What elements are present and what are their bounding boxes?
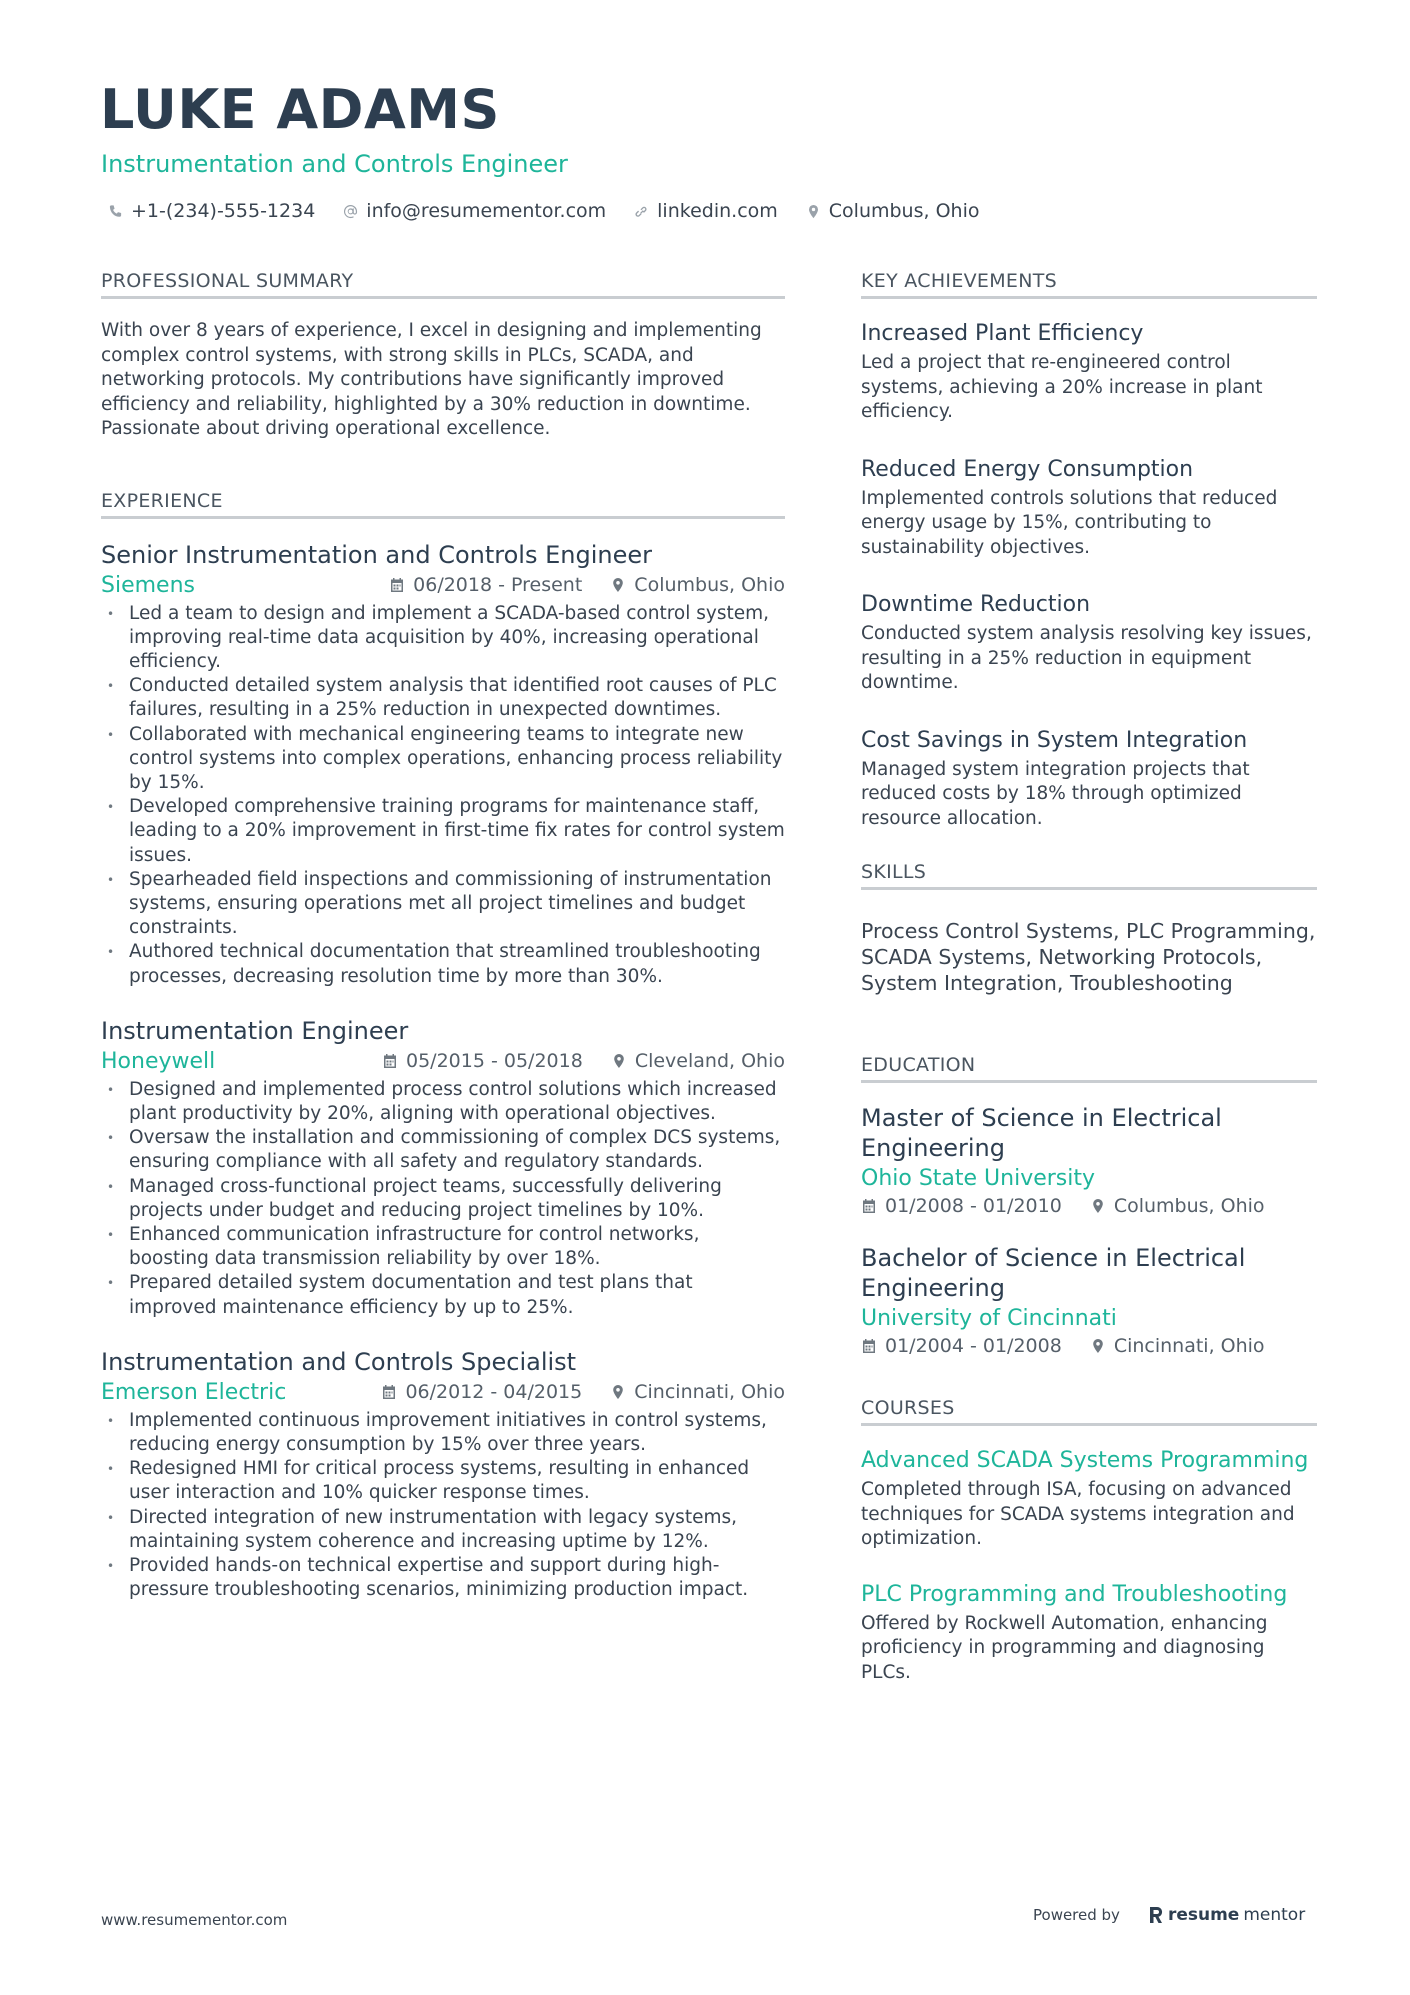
- location-icon: [610, 577, 626, 593]
- candidate-name: LUKE ADAMS: [100, 78, 500, 141]
- course-item: [861, 1580, 1317, 1686]
- list-item: • Authored technical documentation that streamlined troubleshooting processes, decreasing resolution time by more than 30%.: [101, 940, 785, 988]
- education-degree: Bachelor of Science in Electrical Engineering: [861, 1244, 1246, 1302]
- achievement-title: Cost Savings in System Integration: [861, 727, 1248, 753]
- job-location-text: Cincinnati, Ohio: [634, 1381, 785, 1404]
- education-school: University of Cincinnati: [861, 1306, 1117, 1331]
- course-item: [861, 1446, 1317, 1552]
- list-item: • Redesigned HMI for critical process systems, resulting in enhanced user interaction and 10% quicker response times.: [101, 1457, 785, 1505]
- right-column: [861, 270, 1317, 1713]
- job-location: [610, 574, 785, 596]
- list-item: • Managed cross-functional project teams, successfully delivering projects under budget and reducing project timelines by 10%.: [101, 1175, 785, 1223]
- achievement-text: Led a project that re-engineered control systems, achieving a 20% increase in plant efficiency.: [861, 352, 1263, 422]
- experience-section: [101, 490, 785, 1603]
- calendar-icon: [382, 1053, 398, 1069]
- education-school: Ohio State University: [861, 1166, 1096, 1191]
- job-meta: [101, 573, 785, 598]
- skills-text: Process Control Systems, PLC Programming, SCADA Systems, Networking Protocols, System Integration, Troubleshooting: [861, 919, 1316, 995]
- location-icon: [1090, 1338, 1106, 1354]
- job-entry-emerson: [101, 1346, 785, 1603]
- achievement-item: [861, 726, 1317, 832]
- job-dates-text: 06/2018 - Present: [413, 574, 583, 596]
- location-icon: [806, 204, 821, 219]
- location-icon: [610, 1384, 626, 1400]
- section-heading-skills: SKILLS: [861, 861, 1317, 890]
- job-meta-right: [382, 1050, 785, 1072]
- job-meta: [101, 1049, 785, 1074]
- contact-linkedin-text: linkedin.com: [657, 200, 778, 222]
- section-heading-achievements: KEY ACHIEVEMENTS: [861, 270, 1317, 299]
- job-meta: [101, 1380, 785, 1405]
- job-dates: [389, 574, 582, 596]
- key-achievements-section: [861, 270, 1317, 831]
- job-entry-siemens: [101, 539, 785, 989]
- job-bullets: [101, 1409, 785, 1603]
- list-item: • Oversaw the installation and commissioning of complex DCS systems, ensuring compliance with all safety and regulatory standards.: [101, 1126, 785, 1174]
- calendar-icon: [861, 1198, 877, 1214]
- contact-linkedin[interactable]: [634, 200, 778, 222]
- brand-name-rest: mentor: [1243, 1905, 1306, 1925]
- education-dates: [861, 1335, 1062, 1357]
- education-location: [1090, 1195, 1265, 1217]
- section-heading-summary: PROFESSIONAL SUMMARY: [101, 270, 785, 299]
- left-column: [101, 270, 785, 1628]
- job-title-headline: Instrumentation and Controls Engineer: [101, 150, 568, 178]
- contact-location: [806, 200, 980, 222]
- course-title: Advanced SCADA Systems Programming: [861, 1448, 1309, 1473]
- job-meta-right: [389, 574, 785, 596]
- contact-email[interactable]: [343, 200, 606, 222]
- education-dates-text: 01/2008 - 01/2010: [885, 1195, 1062, 1217]
- education-location-text: Columbus, Ohio: [1113, 1195, 1265, 1217]
- list-item: • Enhanced communication infrastructure for control networks, boosting data transmission reliability by over 18%.: [101, 1223, 785, 1271]
- section-heading-experience: EXPERIENCE: [101, 490, 785, 519]
- course-text: Completed through ISA, focusing on advanced techniques for SCADA systems integration and optimization.: [861, 1479, 1295, 1549]
- job-location-text: Columbus, Ohio: [634, 574, 785, 596]
- professional-summary-section: [101, 270, 785, 442]
- job-title: Senior Instrumentation and Controls Engineer: [101, 540, 652, 569]
- job-entry-honeywell: [101, 1015, 785, 1320]
- contact-location-text: Columbus, Ohio: [828, 200, 980, 222]
- job-dates-text: 06/2012 - 04/2015: [405, 1381, 583, 1404]
- footer-website[interactable]: www.resumementor.com: [101, 1911, 288, 1929]
- courses-section: [861, 1397, 1317, 1685]
- section-heading-courses: COURSES: [861, 1397, 1317, 1426]
- job-location: [610, 1381, 785, 1403]
- job-location-text: Cleveland, Ohio: [634, 1050, 785, 1073]
- job-dates: [382, 1050, 583, 1072]
- education-location-text: Cincinnati, Ohio: [1113, 1335, 1265, 1357]
- at-icon: [343, 204, 358, 219]
- education-dates: [861, 1195, 1062, 1217]
- contact-email-text: info@resumementor.com: [366, 200, 607, 222]
- list-item: • Spearheaded field inspections and commissioning of instrumentation systems, ensuring operations met all project timelines and budget constraints.: [101, 868, 785, 941]
- education-location: [1090, 1335, 1265, 1357]
- company-name: Emerson Electric: [101, 1379, 287, 1405]
- education-item: [861, 1243, 1317, 1357]
- brand-name-bold: resume: [1167, 1905, 1240, 1925]
- footer-branding: [1033, 1905, 1305, 1925]
- skills-section: [861, 861, 1317, 996]
- powered-by-label: Powered by: [1033, 1906, 1120, 1924]
- job-bullets: [101, 602, 785, 989]
- job-bullets: [101, 1078, 785, 1320]
- achievement-text: Conducted system analysis resolving key issues, resulting in a 25% reduction in equipment downtime.: [861, 623, 1312, 693]
- list-item: • Led a team to design and implement a SCADA-based control system, improving real-time data acquisition by 40%, increasing operational efficiency.: [101, 602, 785, 675]
- education-degree: Master of Science in Electrical Engineering: [861, 1104, 1222, 1162]
- job-meta-right: [381, 1381, 785, 1403]
- achievement-title: Downtime Reduction: [861, 592, 1091, 617]
- list-item: • Conducted detailed system analysis that identified root causes of PLC failures, resulting in a 25% reduction in unexpected downtimes.: [101, 674, 785, 722]
- education-dates-text: 01/2004 - 01/2008: [885, 1335, 1062, 1357]
- brand-logo[interactable]: [1148, 1905, 1305, 1925]
- contact-phone[interactable]: [108, 200, 315, 222]
- list-item: • Collaborated with mechanical engineering teams to integrate new control systems into complex operations, enhancing process reliability by 15%.: [101, 723, 785, 796]
- achievement-text: Implemented controls solutions that reduced energy usage by 15%, contributing to sustainability objectives.: [861, 487, 1278, 558]
- job-dates-text: 05/2015 - 05/2018: [406, 1050, 583, 1073]
- list-item: • Directed integration of new instrumentation with legacy systems, maintaining system coherence and increasing uptime by 12%.: [101, 1506, 785, 1554]
- contact-phone-text: +1-(234)-555-1234: [131, 200, 316, 222]
- education-meta: [861, 1335, 1317, 1357]
- achievement-text: Managed system integration projects that reduced costs by 18% through optimized resource allocation.: [861, 758, 1250, 829]
- achievement-title: Increased Plant Efficiency: [861, 321, 1144, 346]
- location-icon: [611, 1053, 627, 1069]
- resumementor-logo-icon: [1148, 1905, 1164, 1925]
- contact-bar: [108, 200, 979, 222]
- education-meta: [861, 1195, 1317, 1217]
- job-title: Instrumentation and Controls Specialist: [101, 1347, 577, 1376]
- education-section: [861, 1054, 1317, 1357]
- calendar-icon: [389, 577, 405, 593]
- list-item: • Developed comprehensive training programs for maintenance staff, leading to a 20% improvement in first-time fix rates for control system issues.: [101, 795, 785, 868]
- section-heading-education: EDUCATION: [861, 1054, 1317, 1083]
- course-text: Offered by Rockwell Automation, enhancing proficiency in programming and diagnosing PLCs.: [861, 1612, 1268, 1683]
- location-icon: [1090, 1198, 1106, 1214]
- achievement-item: [861, 455, 1317, 561]
- course-title: PLC Programming and Troubleshooting: [861, 1581, 1288, 1607]
- calendar-icon: [381, 1384, 397, 1400]
- achievement-item: [861, 319, 1317, 425]
- job-dates: [381, 1381, 582, 1403]
- list-item: • Provided hands-on technical expertise and support during high-pressure troubleshooting scenarios, minimizing production impact.: [101, 1554, 785, 1602]
- calendar-icon: [861, 1338, 877, 1354]
- job-title: Instrumentation Engineer: [101, 1016, 409, 1045]
- achievement-title: Reduced Energy Consumption: [861, 456, 1194, 482]
- job-location: [611, 1050, 785, 1072]
- list-item: • Implemented continuous improvement initiatives in control systems, reducing energy consumption by 15% over three years.: [101, 1409, 785, 1457]
- education-item: [861, 1103, 1317, 1217]
- list-item: • Prepared detailed system documentation and test plans that improved maintenance efficiency by up to 25%.: [101, 1271, 785, 1319]
- company-name: Honeywell: [101, 1048, 216, 1074]
- achievement-item: [861, 590, 1317, 696]
- link-icon: [634, 204, 649, 219]
- phone-icon: [108, 204, 123, 219]
- list-item: • Designed and implemented process control solutions which increased plant productivity by 20%, aligning with operational objectives.: [101, 1078, 785, 1126]
- summary-text: With over 8 years of experience, I excel in designing and implementing complex control systems, with strong skills in PLCs, SCADA, and networking protocols. My contributions have significantly improved efficiency and reliability, highlighted by a 30% reduction in downtime. Passionate about driving operational excellence.: [101, 320, 762, 439]
- company-name: Siemens: [101, 572, 195, 598]
